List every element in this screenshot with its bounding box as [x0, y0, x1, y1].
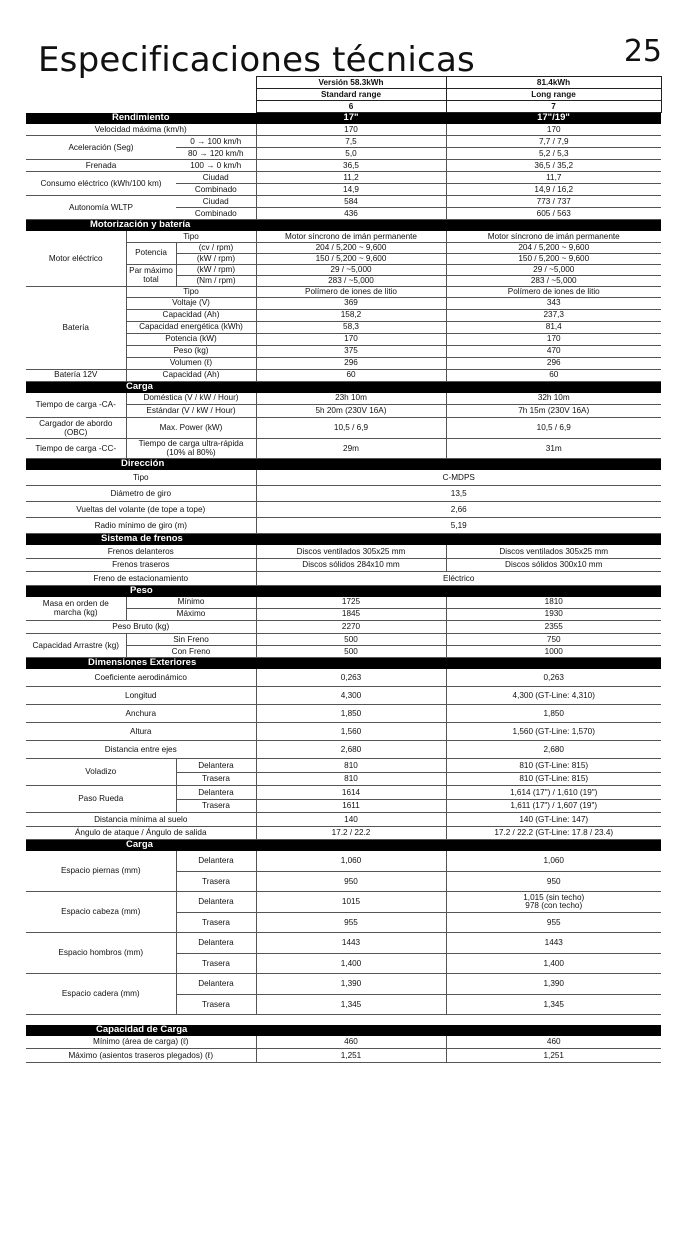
cell: 10,5 / 6,9 — [256, 418, 446, 439]
row-sublabel: Delantera — [176, 974, 256, 995]
cell-line: 978 (con techo) — [525, 900, 583, 910]
row-label: Consumo eléctrico (kWh/100 km) — [26, 172, 176, 196]
cell: 10,5 / 6,9 — [446, 418, 661, 439]
cell: 1,400 — [446, 953, 661, 974]
cell: 283 / ~5,000 — [446, 275, 661, 286]
cell: 81,4 — [446, 321, 661, 333]
cell: 31m — [446, 438, 661, 459]
row-sublabel: Sin Freno — [126, 634, 256, 646]
row-label: Frenos traseros — [26, 558, 256, 572]
cell: 5,19 — [256, 518, 661, 534]
cell: 1,400 — [256, 953, 446, 974]
cell: 60 — [446, 369, 661, 381]
unit: (cv / rpm) — [176, 242, 256, 253]
cell: 1,251 — [446, 1049, 661, 1063]
row-label: Coeficiente aerodinámico — [26, 669, 256, 687]
section-rendimiento: Rendimiento — [26, 113, 256, 125]
row-sublabel: Tipo — [126, 231, 256, 242]
cell: Discos ventilados 305x25 mm — [446, 545, 661, 558]
row-sublabel: Delantera — [176, 933, 256, 954]
row-label: Altura — [26, 723, 256, 741]
cell: 296 — [446, 357, 661, 369]
cell: 2,66 — [256, 502, 661, 518]
cell: 17.2 / 22.2 (GT-Line: 17.8 / 23.4) — [446, 826, 661, 840]
section-carga: Carga — [26, 381, 661, 393]
cell: 7,7 / 7,9 — [446, 136, 661, 148]
unit: (kW / rpm) — [176, 253, 256, 264]
row-sublabel: 100 → 0 km/h — [176, 160, 256, 172]
cell: 375 — [256, 345, 446, 357]
cell: 7h 15m (230V 16A) — [446, 404, 661, 418]
row-label: Velocidad máxima (km/h) — [26, 124, 256, 136]
cell: 0,263 — [446, 669, 661, 687]
row-sublabel: 80 → 120 km/h — [176, 148, 256, 160]
row-label: Espacio cadera (mm) — [26, 974, 176, 1015]
cell: 11,2 — [256, 172, 446, 184]
cell: 1,060 — [446, 851, 661, 871]
cell: 170 — [256, 333, 446, 345]
cell: 60 — [256, 369, 446, 381]
row-sublabel: Delantera — [176, 892, 256, 913]
cell: 140 (GT-Line: 147) — [446, 813, 661, 827]
row-label: Mínimo (área de carga) (ℓ) — [26, 1036, 256, 1049]
cell: 810 (GT-Line: 815) — [446, 772, 661, 786]
cell: 1,345 — [256, 994, 446, 1015]
row-label: Batería 12V — [26, 369, 126, 381]
cell: 1,560 — [256, 723, 446, 741]
row-label: Masa en orden de marcha (kg) — [26, 597, 126, 621]
cell: 773 / 737 — [446, 196, 661, 208]
cell: 204 / 5,200 ~ 9,600 — [256, 242, 446, 253]
cell: 1611 — [256, 799, 446, 813]
row-sublabel: Estándar (V / kW / Hour) — [126, 404, 256, 418]
cell: 296 — [256, 357, 446, 369]
cell: 17.2 / 22.2 — [256, 826, 446, 840]
cell: 343 — [446, 297, 661, 309]
cell: 460 — [446, 1036, 661, 1049]
cell: 58,3 — [256, 321, 446, 333]
cell: 1930 — [446, 608, 661, 620]
cell: 2,680 — [446, 741, 661, 759]
row-sublabel: Con Freno — [126, 646, 256, 658]
row-sublabel: Trasera — [176, 953, 256, 974]
cell: 955 — [446, 912, 661, 933]
cell: 0,263 — [256, 669, 446, 687]
row-label: Frenada — [26, 160, 176, 172]
cell: 7,5 — [256, 136, 446, 148]
cell: 158,2 — [256, 309, 446, 321]
cell: 283 / ~5,000 — [256, 275, 446, 286]
cell: 950 — [256, 871, 446, 892]
row-sublabel: Trasera — [176, 799, 256, 813]
col2-version: 81.4kWh — [446, 77, 661, 89]
unit: (Nm / rpm) — [176, 275, 256, 286]
cell: 4,300 — [256, 687, 446, 705]
cell: 584 — [256, 196, 446, 208]
col2-range: Long range — [446, 89, 661, 101]
row-label: Batería — [26, 286, 126, 369]
row-label: Paso Rueda — [26, 786, 176, 813]
row-label: Distancia entre ejes — [26, 741, 256, 759]
row-label: Freno de estacionamiento — [26, 572, 256, 586]
row-sublabel: Par máximo total — [126, 264, 176, 286]
cell: 1,850 — [446, 705, 661, 723]
cell: 1845 — [256, 608, 446, 620]
cell: 2270 — [256, 620, 446, 634]
cell: 237,3 — [446, 309, 661, 321]
cell: 500 — [256, 646, 446, 658]
row-label: Aceleración (Seg) — [26, 136, 176, 160]
row-label: Cargador de abordo (OBC) — [26, 418, 126, 439]
cell: 1,850 — [256, 705, 446, 723]
cell: 605 / 563 — [446, 208, 661, 220]
row-label: Tipo — [26, 470, 256, 486]
row-label: Motor eléctrico — [26, 231, 126, 286]
cell: 5h 20m (230V 16A) — [256, 404, 446, 418]
cell: 36,5 / 35,2 — [446, 160, 661, 172]
unit: (kW / rpm) — [176, 264, 256, 275]
col2-code: 7 — [446, 101, 661, 113]
cell: 1725 — [256, 597, 446, 609]
col1-range: Standard range — [256, 89, 446, 101]
cell: 1,390 — [446, 974, 661, 995]
row-sublabel: Volumen (ℓ) — [126, 357, 256, 369]
wheel-c2: 17"/19" — [446, 113, 661, 125]
row-sublabel: Combinado — [176, 184, 256, 196]
cell: 810 — [256, 772, 446, 786]
section-capacidad: Capacidad de Carga — [26, 1025, 661, 1036]
row-label: Espacio hombros (mm) — [26, 933, 176, 974]
cell: 950 — [446, 871, 661, 892]
row-label: Radio mínimo de giro (m) — [26, 518, 256, 534]
page-number: 25 — [623, 34, 662, 69]
row-sublabel: Potencia — [126, 242, 176, 264]
cell: Discos sólidos 284x10 mm — [256, 558, 446, 572]
cell: 1,611 (17") / 1,607 (19") — [446, 799, 661, 813]
cell: 810 (GT-Line: 815) — [446, 759, 661, 773]
row-sublabel: Delantera — [176, 759, 256, 773]
row-label: Espacio cabeza (mm) — [26, 892, 176, 933]
cell: 170 — [446, 333, 661, 345]
row-sublabel: Máximo — [126, 608, 256, 620]
row-sublabel: Combinado — [176, 208, 256, 220]
cell: 1614 — [256, 786, 446, 800]
cell: 2355 — [446, 620, 661, 634]
cell: Polímero de iones de litio — [256, 286, 446, 297]
cell: 460 — [256, 1036, 446, 1049]
cell: 1,560 (GT-Line: 1,570) — [446, 723, 661, 741]
row-sublabel: Capacidad (Ah) — [126, 369, 256, 381]
section-peso: Peso — [26, 585, 661, 597]
cell: Motor síncrono de imán permanente — [256, 231, 446, 242]
cell: 1,614 (17") / 1,610 (19") — [446, 786, 661, 800]
col1-version: Versión 58.3kWh — [256, 77, 446, 89]
row-sublabel: Peso (kg) — [126, 345, 256, 357]
cell: 32h 10m — [446, 393, 661, 405]
row-label: Diámetro de giro — [26, 486, 256, 502]
page-title: Especificaciones técnicas — [38, 40, 475, 80]
cell: 14,9 / 16,2 — [446, 184, 661, 196]
row-label: Anchura — [26, 705, 256, 723]
section-dimensiones: Dimensiones Exteriores — [26, 658, 661, 670]
cell: 1,251 — [256, 1049, 446, 1063]
row-label: Vueltas del volante (de tope a tope) — [26, 502, 256, 518]
row-label: Voladizo — [26, 759, 176, 786]
cell: 436 — [256, 208, 446, 220]
cell: 470 — [446, 345, 661, 357]
section-direccion: Dirección — [26, 459, 661, 471]
cell: 1000 — [446, 646, 661, 658]
cell: 204 / 5,200 ~ 9,600 — [446, 242, 661, 253]
row-sublabel: Capacidad energética (kWh) — [126, 321, 256, 333]
row-label: Ángulo de ataque / Ángulo de salida — [26, 826, 256, 840]
row-sublabel: Doméstica (V / kW / Hour) — [126, 393, 256, 405]
cell: 1810 — [446, 597, 661, 609]
cell: 29 / ~5,000 — [446, 264, 661, 275]
cell: 955 — [256, 912, 446, 933]
cell: 1443 — [256, 933, 446, 954]
row-sublabel: Delantera — [176, 851, 256, 871]
row-label: Capacidad Arrastre (kg) — [26, 634, 126, 658]
cell: Polímero de iones de litio — [446, 286, 661, 297]
cell: 369 — [256, 297, 446, 309]
spec-table — [26, 76, 662, 1063]
cell: Discos sólidos 300x10 mm — [446, 558, 661, 572]
col1-code: 6 — [256, 101, 446, 113]
section-motor: Motorización y batería — [26, 220, 661, 232]
cell: Discos ventilados 305x25 mm — [256, 545, 446, 558]
cell: 4,300 (GT-Line: 4,310) — [446, 687, 661, 705]
row-label: Frenos delanteros — [26, 545, 256, 558]
cell: 170 — [256, 124, 446, 136]
row-sublabel: Tiempo de carga ultra-rápida (10% al 80%) — [126, 438, 256, 459]
row-label: Distancia mínima al suelo — [26, 813, 256, 827]
cell: 500 — [256, 634, 446, 646]
row-label: Tiempo de carga -CA- — [26, 393, 126, 418]
row-sublabel: Tipo — [126, 286, 256, 297]
cell: 810 — [256, 759, 446, 773]
cell: 36,5 — [256, 160, 446, 172]
cell — [446, 892, 661, 913]
cell: Motor síncrono de imán permanente — [446, 231, 661, 242]
row-sublabel: Delantera — [176, 786, 256, 800]
section-interior: Carga — [26, 840, 661, 852]
row-sublabel: Voltaje (V) — [126, 297, 256, 309]
cell: 750 — [446, 634, 661, 646]
cell: 5,0 — [256, 148, 446, 160]
cell-line: 1,015 (sin techo) — [523, 892, 585, 902]
cell: 13,5 — [256, 486, 661, 502]
cell: 140 — [256, 813, 446, 827]
cell: 1443 — [446, 933, 661, 954]
cell: 1,390 — [256, 974, 446, 995]
row-sublabel: 0 → 100 km/h — [176, 136, 256, 148]
wheel-c1: 17" — [256, 113, 446, 125]
cell: 2,680 — [256, 741, 446, 759]
cell: 29m — [256, 438, 446, 459]
row-sublabel: Potencia (kW) — [126, 333, 256, 345]
row-sublabel: Trasera — [176, 871, 256, 892]
cell: 11,7 — [446, 172, 661, 184]
row-sublabel: Ciudad — [176, 172, 256, 184]
section-frenos: Sistema de frenos — [26, 534, 661, 546]
cell: 1,345 — [446, 994, 661, 1015]
cell: 170 — [446, 124, 661, 136]
row-sublabel: Ciudad — [176, 196, 256, 208]
cell: 5,2 / 5,3 — [446, 148, 661, 160]
row-sublabel: Trasera — [176, 994, 256, 1015]
row-sublabel: Max. Power (kW) — [126, 418, 256, 439]
row-label: Peso Bruto (kg) — [26, 620, 256, 634]
row-label: Autonomía WLTP — [26, 196, 176, 220]
cell: 29 / ~5,000 — [256, 264, 446, 275]
cell: 150 / 5,200 ~ 9,600 — [256, 253, 446, 264]
row-sublabel: Capacidad (Ah) — [126, 309, 256, 321]
row-label: Máximo (asientos traseros plegados) (ℓ) — [26, 1049, 256, 1063]
cell: Eléctrico — [256, 572, 661, 586]
cell: 1015 — [256, 892, 446, 913]
row-label: Espacio piernas (mm) — [26, 851, 176, 892]
row-sublabel: Trasera — [176, 772, 256, 786]
cell: 1,060 — [256, 851, 446, 871]
row-sublabel: Trasera — [176, 912, 256, 933]
cell: 23h 10m — [256, 393, 446, 405]
cell: C-MDPS — [256, 470, 661, 486]
cell: 14,9 — [256, 184, 446, 196]
row-sublabel: Mínimo — [126, 597, 256, 609]
row-label: Tiempo de carga -CC- — [26, 438, 126, 459]
row-label: Longitud — [26, 687, 256, 705]
cell: 150 / 5,200 ~ 9,600 — [446, 253, 661, 264]
